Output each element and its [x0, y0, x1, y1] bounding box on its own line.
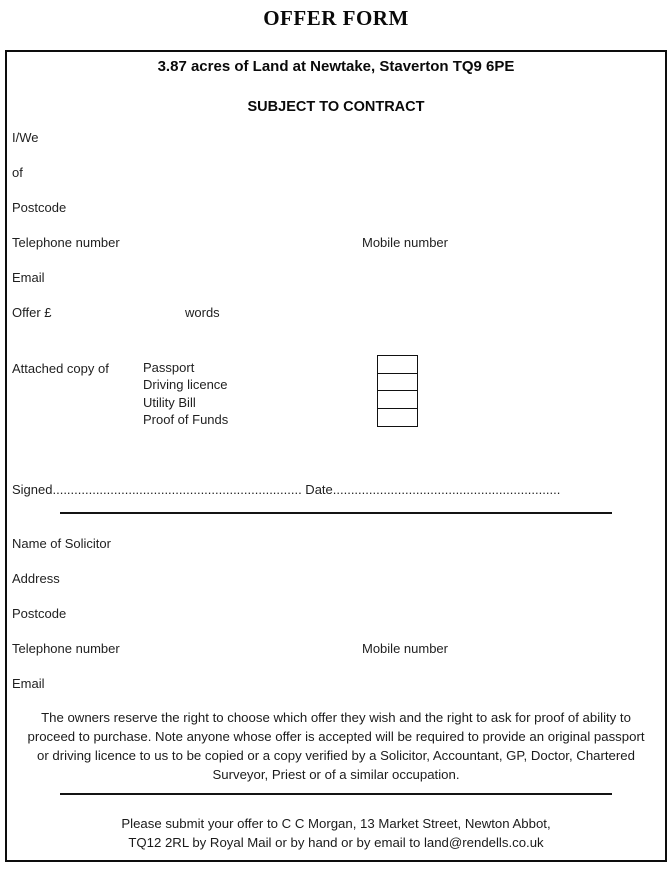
checkbox-utility-bill[interactable] [377, 390, 418, 409]
offer-words-label: words [185, 305, 220, 320]
property-heading: 3.87 acres of Land at Newtake, Staverton TQ9 6PE [157, 58, 515, 75]
solicitor-email-label: Email [12, 676, 45, 691]
solicitor-telephone-label: Telephone number [12, 641, 120, 656]
checkbox-driving-licence[interactable] [377, 373, 418, 392]
subject-to-contract-heading: SUBJECT TO CONTRACT [247, 99, 425, 115]
solicitor-name-label: Name of Solicitor [12, 536, 111, 551]
submission-instructions [7, 815, 665, 852]
submission-line-2: TQ12 2RL by Royal Mail or by hand or by email to land@rendells.co.uk [128, 834, 544, 850]
bottom-divider-line [60, 793, 612, 795]
offer-form-box [5, 50, 667, 862]
signed-date-line: Signed..................................................................... Date............................................................... [12, 482, 561, 497]
attached-item-driving-licence: Driving licence [143, 377, 228, 393]
of-label: of [12, 165, 23, 180]
section-divider-line [60, 512, 612, 514]
attached-items-list [143, 359, 228, 429]
solicitor-postcode-label: Postcode [12, 606, 67, 621]
postcode-label: Postcode [12, 200, 67, 215]
solicitor-mobile-label: Mobile number [362, 641, 448, 656]
attached-copy-label: Attached copy of [12, 361, 109, 376]
page-title: OFFER FORM [263, 6, 409, 30]
attached-item-passport: Passport [143, 360, 195, 375]
submission-line-1: Please submit your offer to C C Morgan, 13 Market Street, Newton Abbot, [121, 816, 551, 831]
owners-notice-paragraph: The owners reserve the right to choose which offer they wish and the right to ask for proof of ability to proceed to purchase. Note anyone whose offer is accepted will be required to provide an original passport or driving licence to us to be copied or a copy verified by a Solicitor, Accountant, GP, Doctor, Chartered Surveyor, Priest or of a similar occupation. [27, 710, 645, 782]
attached-item-utility-bill: Utility Bill [143, 394, 196, 410]
attached-checkbox-column [377, 355, 418, 427]
offer-amount-label: Offer £ [12, 305, 52, 320]
attached-item-proof-of-funds: Proof of Funds [143, 412, 229, 428]
mobile-number-label: Mobile number [362, 235, 448, 250]
email-label: Email [12, 270, 45, 285]
checkbox-passport[interactable] [377, 355, 418, 374]
i-we-label: I/We [12, 130, 39, 145]
checkbox-proof-of-funds[interactable] [377, 408, 418, 427]
solicitor-address-label: Address [12, 571, 60, 586]
telephone-number-label: Telephone number [12, 235, 120, 250]
